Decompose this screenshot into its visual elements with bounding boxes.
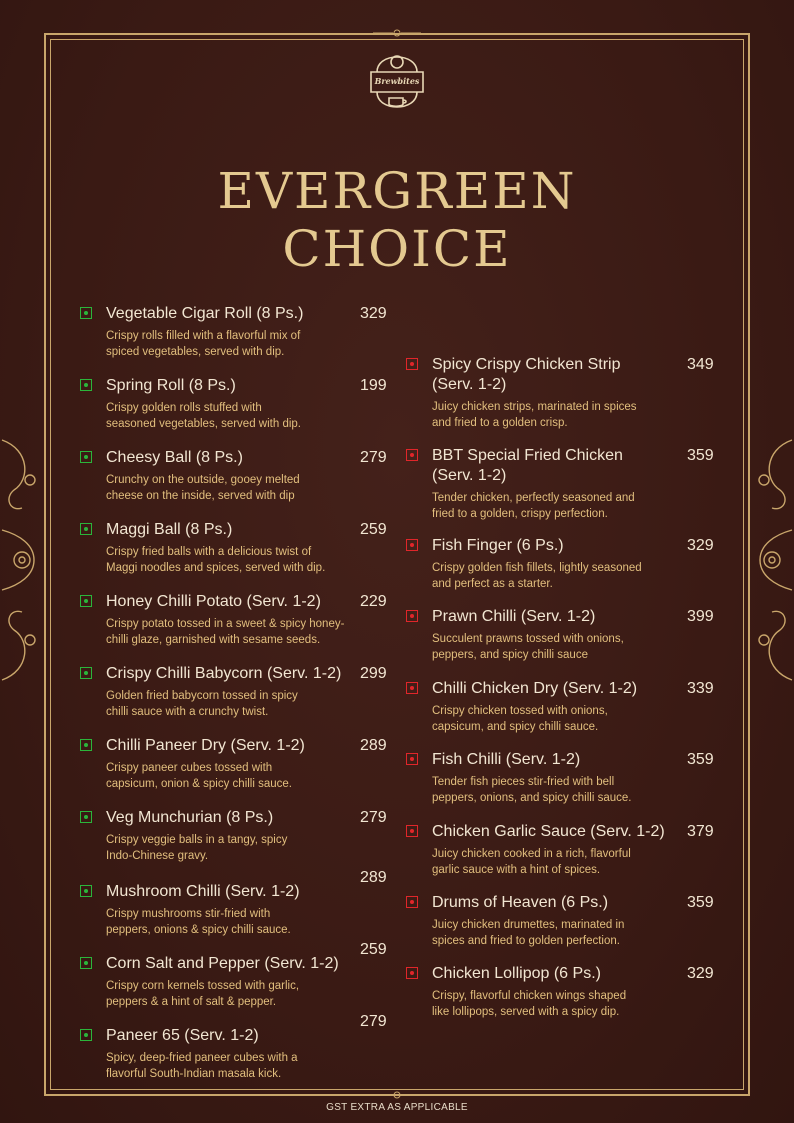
item-name: BBT Special Fried Chicken [432,447,623,464]
item-description-line: garlic sauce with a hint of spices. [432,864,601,876]
menu-item [80,448,380,508]
item-description-line: Juicy chicken drumettes, marinated in [432,919,625,931]
item-description-line: seasoned vegetables, served with dip. [106,418,301,430]
item-description-line: and fried to a golden crisp. [432,417,568,429]
item-name: Prawn Chilli (Serv. 1-2) [432,608,596,625]
item-description-line: capsicum, and spicy chilli sauce. [432,721,599,733]
item-description-line: Crispy paneer cubes tossed with [106,762,273,774]
menu-item [406,822,726,902]
menu-item [406,679,726,759]
item-description-line: Spicy, deep-fried paneer cubes with a [106,1052,298,1064]
item-description-line: peppers, onions & spicy chilli sauce. [106,924,291,936]
item-name: Spring Roll (8 Ps.) [106,377,236,394]
nonveg-indicator-icon [406,896,418,908]
item-name: Chilli Chicken Dry (Serv. 1-2) [432,680,638,697]
item-name-line2: (Serv. 1-2) [432,467,507,484]
page-title-line2: CHOICE [282,220,512,278]
brand-logo [367,42,427,128]
veg-indicator-icon [80,523,92,535]
item-name: Chicken Garlic Sauce (Serv. 1-2) [432,823,665,840]
item-description-line: Juicy chicken cooked in a rich, flavorful [432,848,631,860]
item-name: Drums of Heaven (6 Ps.) [432,894,609,911]
veg-indicator-icon [80,667,92,679]
item-price: 289 [360,869,387,886]
item-description-line: and perfect as a starter. [432,578,553,590]
menu-item [80,882,380,942]
item-description-line: Tender chicken, perfectly seasoned and [432,492,635,504]
item-price: 259 [360,521,387,538]
item-description-line: chilli glaze, garnished with sesame seeds. [106,634,321,646]
veg-indicator-icon [80,451,92,463]
top-ornament-icon [371,28,423,38]
item-description-line: Maggi noodles and spices, served with dip. [106,562,326,574]
right-scroll-ornament-icon [750,420,794,700]
nonveg-indicator-icon [406,358,418,370]
item-description-line: Crispy golden rolls stuffed with [106,402,262,414]
item-description-line: flavorful South-Indian masala kick. [106,1068,282,1080]
menu-item [80,736,380,796]
nonveg-indicator-icon [406,539,418,551]
menu-item [80,808,380,868]
veg-indicator-icon [80,595,92,607]
menu-item [406,536,726,616]
item-description-line: Golden fried babycorn tossed in spicy [106,690,298,702]
menu-item [80,1026,380,1086]
veg-indicator-icon [80,739,92,751]
veg-indicator-icon [80,811,92,823]
menu-item [406,607,726,687]
item-description-line: Crunchy on the outside, gooey melted [106,474,300,486]
nonveg-indicator-icon [406,967,418,979]
item-name: Chicken Lollipop (6 Ps.) [432,965,601,982]
item-description-line: chilli sauce with a crunchy twist. [106,706,269,718]
item-description-line: Juicy chicken strips, marinated in spices [432,401,637,413]
item-price: 359 [687,751,714,768]
item-description-line: Crispy golden fish fillets, lightly seasoned [432,562,642,574]
item-description-line: capsicum, onion & spicy chilli sauce. [106,778,292,790]
item-description-line: Crispy, flavorful chicken wings shaped [432,990,627,1002]
item-description-line: Succulent prawns tossed with onions, [432,633,624,645]
item-price: 259 [360,941,387,958]
nonveg-indicator-icon [406,753,418,765]
item-price: 279 [360,809,387,826]
nonveg-indicator-icon [406,825,418,837]
item-price: 279 [360,449,387,466]
menu-item [80,664,380,724]
item-name: Fish Chilli (Serv. 1-2) [432,751,581,768]
item-description-line: peppers & a hint of salt & pepper. [106,996,277,1008]
item-price: 279 [360,1013,387,1030]
item-name: Cheesy Ball (8 Ps.) [106,449,243,466]
item-price: 379 [687,823,714,840]
item-name: Chilli Paneer Dry (Serv. 1-2) [106,737,305,754]
item-price: 199 [360,377,387,394]
item-description-line: fried to a golden, crispy perfection. [432,508,608,520]
item-name: Vegetable Cigar Roll (8 Ps.) [106,305,304,322]
item-price: 299 [360,665,387,682]
item-name: Honey Chilli Potato (Serv. 1-2) [106,593,321,610]
item-description-line: spices and fried to golden perfection. [432,935,620,947]
menu-item [80,376,380,436]
nonveg-indicator-icon [406,682,418,694]
item-name: Fish Finger (6 Ps.) [432,537,564,554]
item-price: 329 [687,537,714,554]
item-name: Mushroom Chilli (Serv. 1-2) [106,883,300,900]
item-description-line: Crispy mushrooms stir-fried with [106,908,271,920]
veg-indicator-icon [80,379,92,391]
item-description-line: like lollipops, served with a spicy dip. [432,1006,620,1018]
menu-item [80,304,380,364]
item-description-line: Indo-Chinese gravy. [106,850,209,862]
item-price: 359 [687,447,714,464]
veg-indicator-icon [80,1029,92,1041]
item-price: 329 [360,305,387,322]
item-name: Crispy Chilli Babycorn (Serv. 1-2) [106,665,342,682]
menu-item [406,750,726,830]
item-description-line: Crispy veggie balls in a tangy, spicy [106,834,288,846]
menu-item [406,446,726,526]
left-scroll-ornament-icon [0,420,44,700]
item-name: Maggi Ball (8 Ps.) [106,521,233,538]
brand-logo-text: Brewbites [374,76,420,86]
menu-item [406,893,726,973]
item-description-line: Crispy potato tossed in a sweet & spicy honey- [106,618,345,630]
item-price: 349 [687,356,714,373]
item-description-line: Crispy chicken tossed with onions, [432,705,608,717]
menu-item [406,964,726,1044]
item-description-line: Crispy corn kernels tossed with garlic, [106,980,300,992]
item-description-line: Crispy fried balls with a delicious twist of [106,546,312,558]
nonveg-indicator-icon [406,449,418,461]
item-name: Veg Munchurian (8 Ps.) [106,809,274,826]
veg-indicator-icon [80,885,92,897]
menu-item [80,520,380,580]
item-price: 339 [687,680,714,697]
item-description-line: spiced vegetables, served with dip. [106,346,285,358]
nonveg-indicator-icon [406,610,418,622]
item-name: Paneer 65 (Serv. 1-2) [106,1027,259,1044]
item-description-line: Crispy rolls filled with a flavorful mix of [106,330,301,342]
page-title-line1: EVERGREEN [217,162,577,220]
menu-item [406,355,726,435]
tax-note: GST EXTRA AS APPLICABLE [326,1102,468,1113]
item-price: 229 [360,593,387,610]
item-price: 399 [687,608,714,625]
item-description-line: peppers, onions, and spicy chilli sauce. [432,792,632,804]
item-description-line: cheese on the inside, served with dip [106,490,295,502]
item-price: 289 [360,737,387,754]
bottom-ornament-icon [371,1090,423,1100]
item-price: 359 [687,894,714,911]
veg-indicator-icon [80,957,92,969]
item-name: Corn Salt and Pepper (Serv. 1-2) [106,955,339,972]
item-description-line: Tender fish pieces stir-fried with bell [432,776,615,788]
item-name: Spicy Crispy Chicken Strip [432,356,621,373]
menu-item [80,592,380,652]
menu-item [80,954,380,1014]
item-price: 329 [687,965,714,982]
item-name-line2: (Serv. 1-2) [432,376,507,393]
veg-indicator-icon [80,307,92,319]
item-description-line: peppers, and spicy chilli sauce [432,649,588,661]
